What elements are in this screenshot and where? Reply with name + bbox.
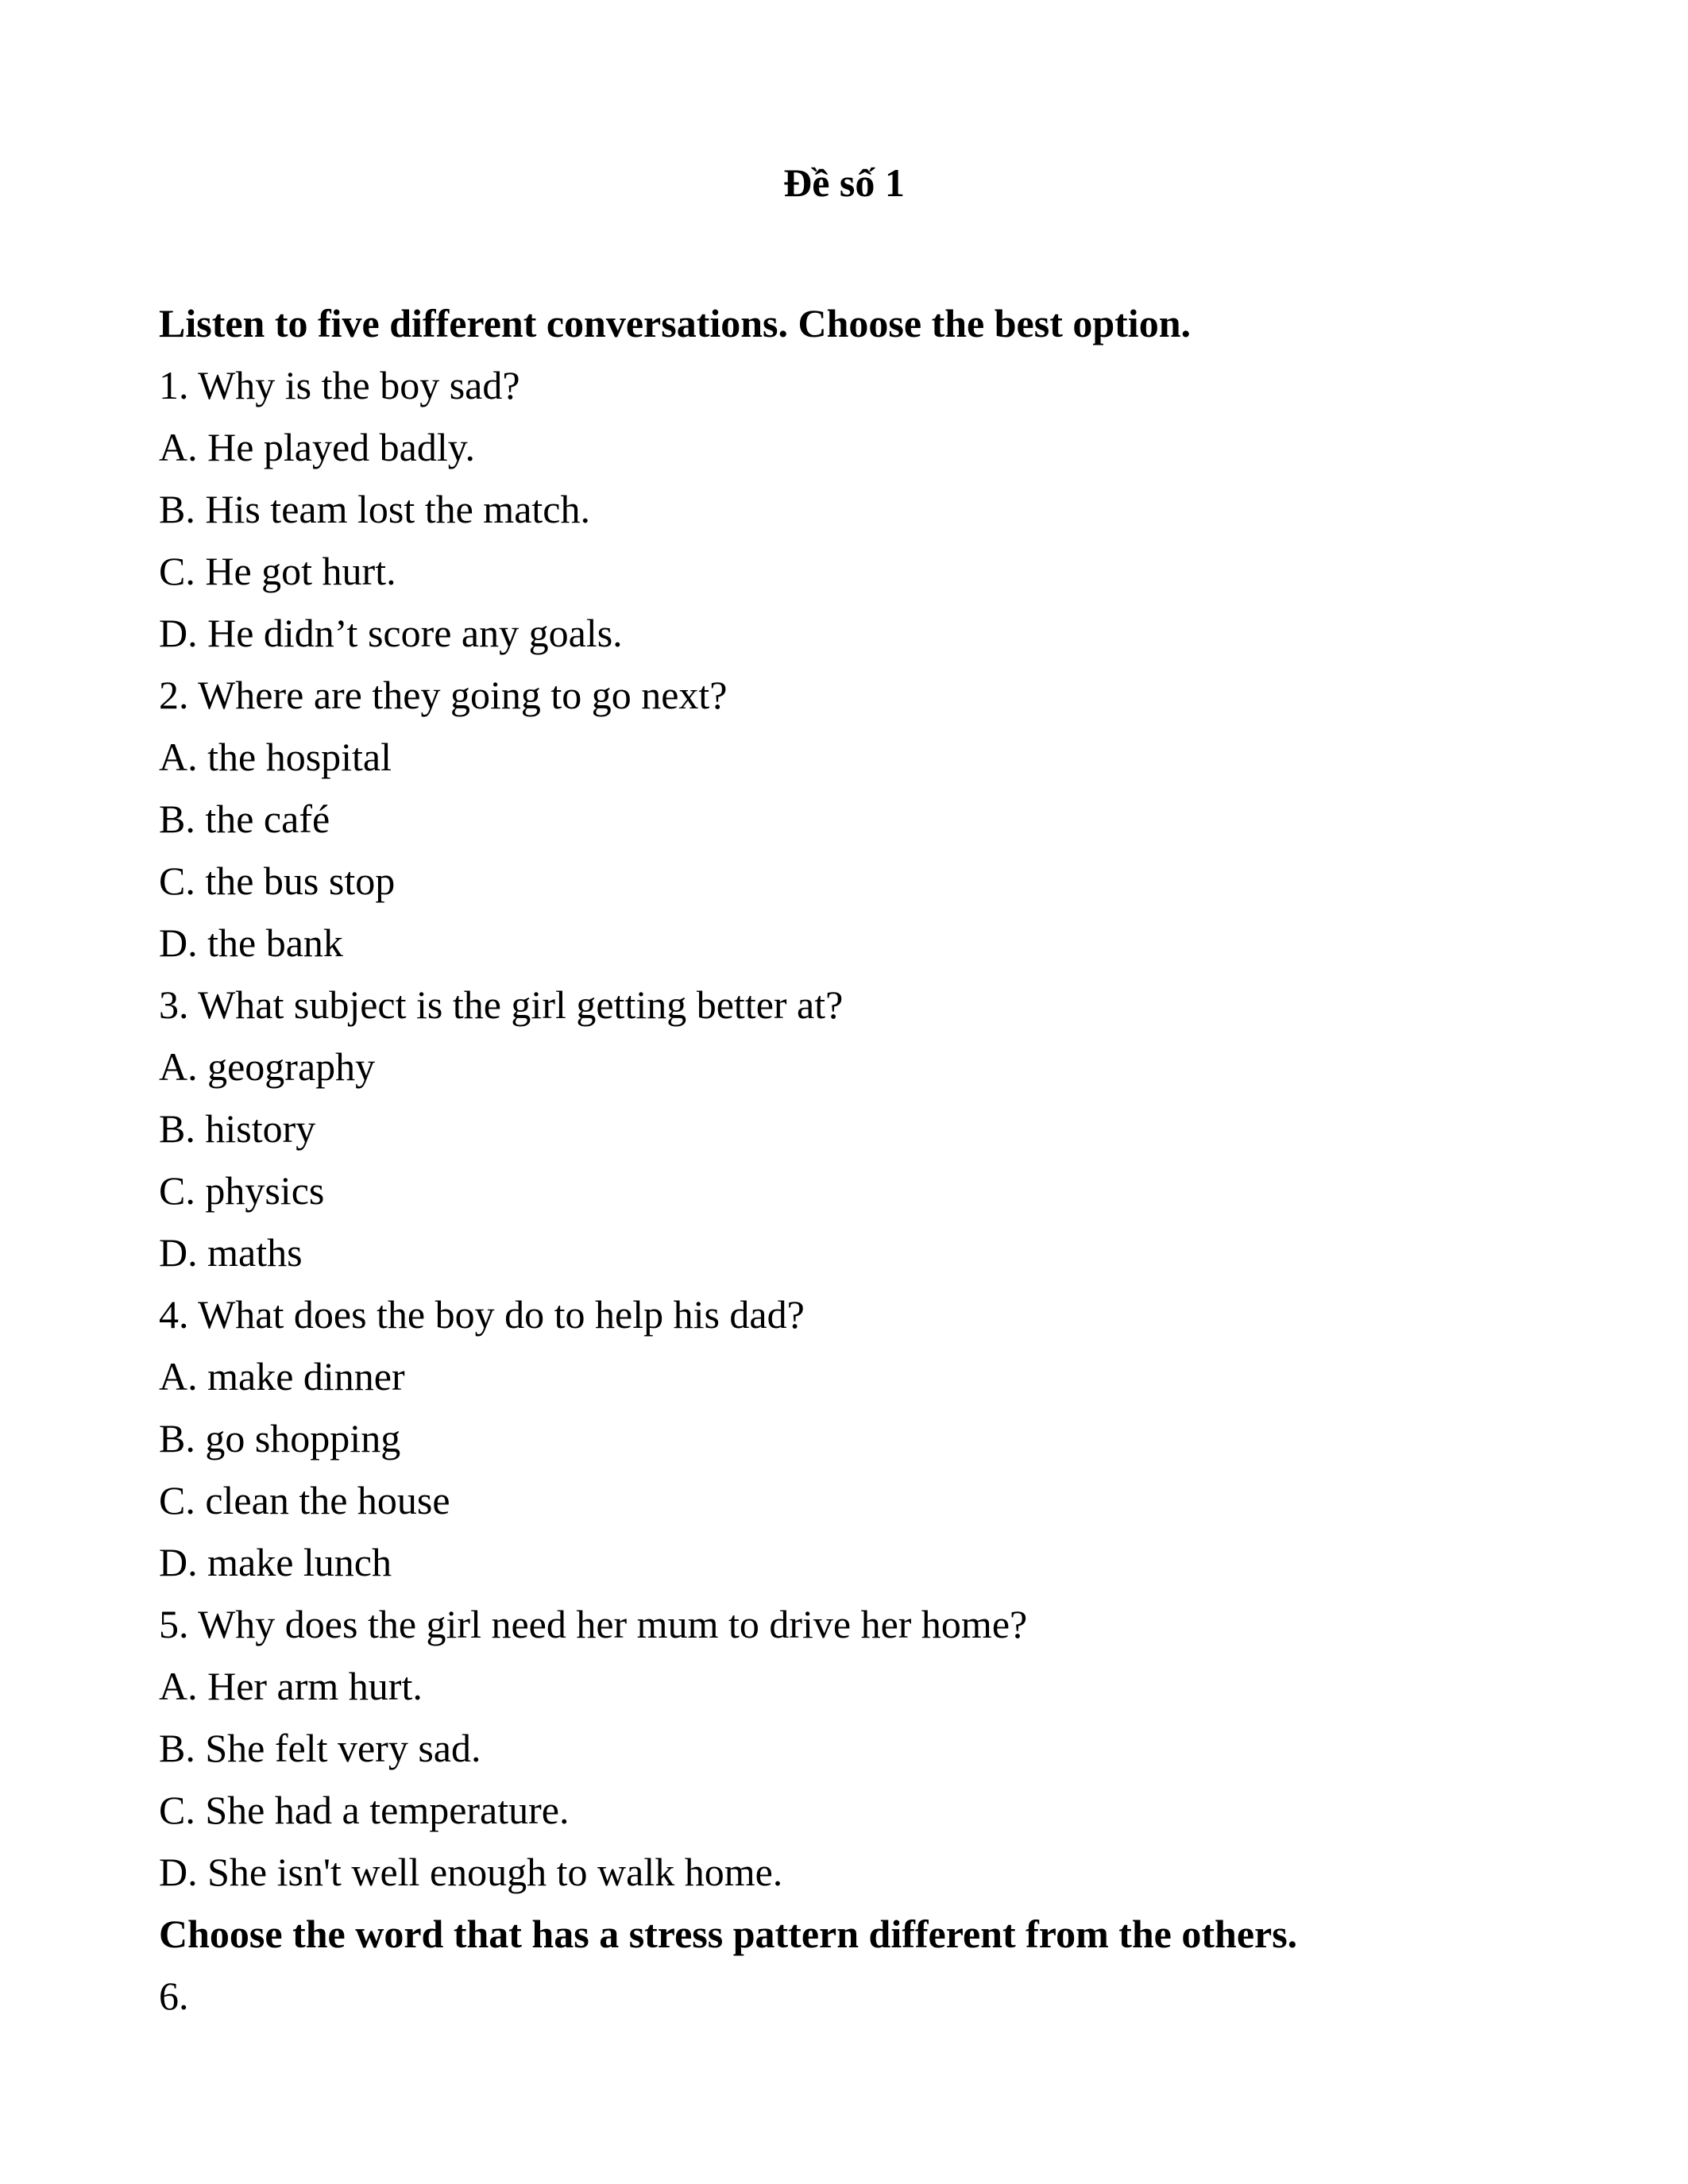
question-3-option-d: D. maths [159, 1230, 303, 1275]
question-6-text: 6. [159, 1974, 189, 2018]
question-3-option-b: B. history [159, 1106, 316, 1151]
document-title: Đề số 1 [783, 160, 905, 205]
question-5-option-a: A. Her arm hurt. [159, 1664, 423, 1708]
question-1-option-b: B. His team lost the match. [159, 487, 590, 531]
question-5-text: 5. Why does the girl need her mum to drive her home? [159, 1602, 1028, 1646]
section-listening-heading: Listen to five different conversations. Choose the best option. [159, 301, 1191, 345]
question-2-option-a: A. the hospital [159, 735, 392, 779]
question-2-option-d: D. the bank [159, 920, 343, 965]
question-1-option-a: A. He played badly. [159, 425, 476, 469]
question-4-text: 4. What does the boy do to help his dad? [159, 1292, 805, 1337]
question-4-option-c: C. clean the house [159, 1478, 450, 1522]
question-4-option-b: B. go shopping [159, 1416, 401, 1461]
question-3-option-a: A. geography [159, 1044, 376, 1089]
question-4-option-d: D. make lunch [159, 1540, 392, 1584]
question-2-text: 2. Where are they going to go next? [159, 673, 728, 717]
section-stress-pattern-heading: Choose the word that has a stress pattern different from the others. [159, 1912, 1298, 1956]
question-1-option-c: C. He got hurt. [159, 549, 396, 593]
question-1-option-d: D. He didn’t score any goals. [159, 611, 623, 655]
section-listening [159, 292, 1529, 1903]
section-stress-pattern [159, 1903, 1529, 2027]
question-3-text: 3. What subject is the girl getting better at? [159, 982, 844, 1027]
question-4-option-a: A. make dinner [159, 1354, 405, 1399]
question-5-option-d: D. She isn't well enough to walk home. [159, 1850, 783, 1894]
question-5-option-c: C. She had a temperature. [159, 1788, 570, 1832]
question-2-option-c: C. the bus stop [159, 859, 396, 903]
question-2-option-b: B. the café [159, 797, 330, 841]
question-1-text: 1. Why is the boy sad? [159, 363, 520, 407]
question-3-option-c: C. physics [159, 1168, 325, 1213]
question-5-option-b: B. She felt very sad. [159, 1726, 481, 1770]
